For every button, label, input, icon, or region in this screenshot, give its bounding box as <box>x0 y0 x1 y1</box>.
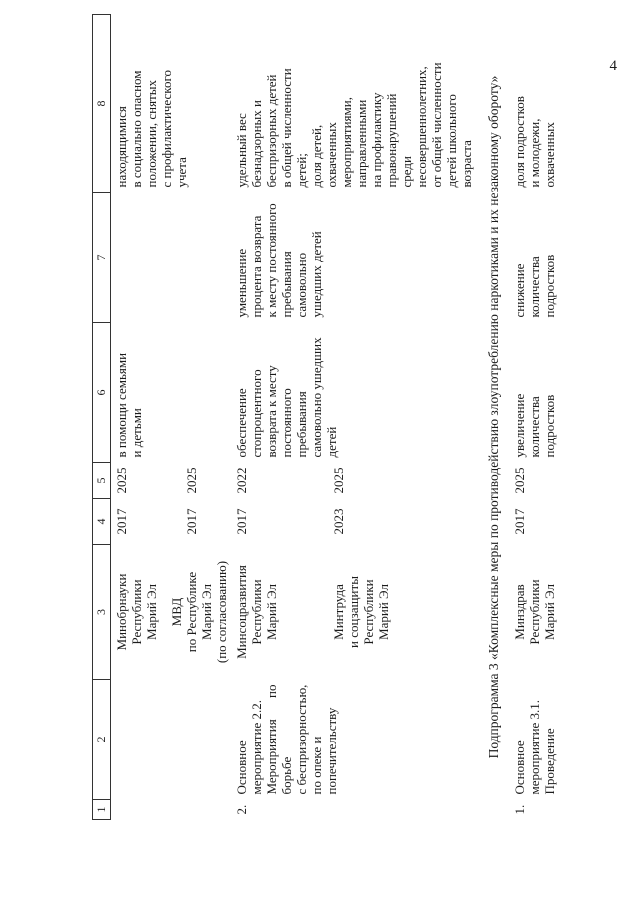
start-year-cell <box>231 499 476 545</box>
consequence-line: процента возврата <box>249 215 264 318</box>
indicator-line: от общей численности <box>429 62 444 188</box>
indicator-line: среди <box>399 156 414 188</box>
measure-line: Проведение <box>542 728 557 795</box>
executor-cell <box>111 545 232 680</box>
result-line: детей <box>324 426 339 458</box>
consequence-line: количества <box>527 256 542 318</box>
indicator-line: безнадзорных и <box>249 100 264 188</box>
indicator-line: детей; <box>294 153 309 188</box>
executor-line: Республики <box>361 579 376 645</box>
indicator-line: доля детей, <box>309 124 324 188</box>
result-line: подростков <box>542 394 557 458</box>
start-year: 2017 <box>114 508 129 535</box>
executor-cell <box>231 545 476 680</box>
header-cell: 4 <box>93 499 111 545</box>
row-number-cell <box>111 800 232 820</box>
result-line: самовольно ушедших <box>309 337 324 458</box>
executor-line: Минтруда <box>331 584 346 640</box>
executor-line: Республики <box>129 579 144 645</box>
executor-line: Марий Эл <box>199 584 214 640</box>
indicator-cell <box>509 15 559 193</box>
executor-line: Марий Эл <box>264 584 279 640</box>
start-year-cell: 2017 <box>512 508 527 535</box>
start-year-cell <box>111 499 232 545</box>
result-cell <box>111 323 232 463</box>
indicator-line: в социально опасном <box>129 70 144 188</box>
header-cell: 6 <box>93 323 111 463</box>
result-line: увеличение <box>512 393 527 458</box>
indicator-line: правонарушений <box>384 93 399 188</box>
consequence-line: к месту постоянного <box>264 203 279 318</box>
measure-name-cell <box>509 680 559 800</box>
measure-name-cell <box>111 680 232 800</box>
indicator-line: на профилактику <box>369 92 384 188</box>
executor-line: Республики <box>249 579 264 645</box>
indicator-line: несовершеннолетних, <box>414 66 429 188</box>
page-number: 4 <box>609 58 617 74</box>
start-year: 2017 <box>184 508 199 535</box>
table-row <box>509 15 559 820</box>
result-line: количества <box>527 396 542 458</box>
header-cell: 1 <box>93 800 111 820</box>
end-year-cell: 2025 <box>512 467 527 494</box>
result-cell <box>231 323 476 463</box>
indicator-line: возраста <box>459 140 474 188</box>
result-line: в помощи семьями <box>114 352 129 458</box>
indicator-line: находящимися <box>114 106 129 188</box>
start-year: 2023 <box>331 508 346 535</box>
executor-line: Минздрав <box>512 584 527 640</box>
indicator-cell <box>231 15 476 193</box>
result-line: и детьми <box>129 408 144 458</box>
indicator-line: удельный вес <box>234 113 249 188</box>
end-year: 2025 <box>331 467 346 494</box>
indicator-cell <box>111 15 232 193</box>
measure-line: попечительству <box>324 707 339 795</box>
indicator-line: направленными <box>354 99 369 188</box>
result-line: стопроцентного <box>249 369 264 458</box>
indicator-line: и молодежи, <box>527 118 542 188</box>
table-row <box>231 15 476 820</box>
indicator-line: детей школьного <box>444 94 459 188</box>
executor-line: Марий Эл <box>542 584 557 640</box>
measure-line: мероприятие 3.1. <box>527 699 542 795</box>
result-line: пребывания <box>294 391 309 458</box>
consequence-line: ушедших детей <box>309 231 324 318</box>
indicator-line: учета <box>174 157 189 188</box>
program-table <box>92 14 559 820</box>
subprogram-row <box>476 15 509 820</box>
consequence-cell <box>231 193 476 323</box>
table-row <box>111 15 232 820</box>
consequence-cell <box>111 193 232 323</box>
subprogram-title: Подпрограмма 3 «Комплексные меры по противодействию злоупотреблению наркотиками и их незаконному обороту» <box>486 75 501 759</box>
measure-line: Основное <box>512 740 527 795</box>
row-number-cell: 2. <box>234 804 249 815</box>
indicator-line: охваченных <box>542 122 557 188</box>
measure-line: по опеке и <box>309 736 324 795</box>
header-cell: 5 <box>93 463 111 499</box>
result-line: возврата к месту <box>264 365 279 458</box>
consequence-line: подростков <box>542 254 557 318</box>
executor-line: МВД <box>169 597 184 627</box>
measure-line: мероприятие 2.2. <box>249 699 264 795</box>
start-year: 2017 <box>234 508 249 535</box>
executor-line: по Республике <box>184 571 199 653</box>
executor-line: Марий Эл <box>144 584 159 640</box>
end-year: 2022 <box>234 467 249 494</box>
end-year-cell <box>231 463 476 499</box>
end-year: 2025 <box>114 467 129 494</box>
end-year-cell <box>111 463 232 499</box>
row-number-cell: 1. <box>512 804 527 815</box>
header-cell: 2 <box>93 680 111 800</box>
measure-line: Мероприятия по борьбе <box>264 684 294 795</box>
indicator-line: беспризорных детей <box>264 74 279 188</box>
executor-line: и соцзащиты <box>346 576 361 648</box>
consequence-cell <box>509 193 559 323</box>
result-line: обеспечение <box>234 388 249 458</box>
result-line: постоянного <box>279 388 294 458</box>
end-year: 2025 <box>184 467 199 494</box>
indicator-line: мероприятиями, <box>339 97 354 188</box>
consequence-line: снижение <box>512 263 527 318</box>
indicator-line: в общей численности <box>279 68 294 188</box>
executor-line: (по согласованию) <box>214 560 229 664</box>
executor-line: Минобрнауки <box>114 573 129 651</box>
indicator-line: охваченных <box>324 122 339 188</box>
consequence-line: самовольно <box>294 252 309 318</box>
indicator-line: с профилактического <box>159 70 174 188</box>
consequence-line: пребывания <box>279 251 294 318</box>
executor-cell <box>509 545 559 680</box>
measure-name-cell <box>231 680 476 800</box>
executor-line: Республики <box>527 579 542 645</box>
header-row <box>93 15 111 820</box>
header-cell: 3 <box>93 545 111 680</box>
indicator-line: доля подростков <box>512 96 527 188</box>
indicator-line: положении, снятых <box>144 79 159 188</box>
header-cell: 7 <box>93 193 111 323</box>
result-cell <box>509 323 559 463</box>
consequence-line: уменьшение <box>234 248 249 318</box>
measure-line: с беспризорностью, <box>294 684 309 795</box>
header-cell: 8 <box>93 15 111 193</box>
measure-line: Основное <box>234 740 249 795</box>
executor-line: Марий Эл <box>376 584 391 640</box>
executor-line: Минсоцразвития <box>234 565 249 659</box>
